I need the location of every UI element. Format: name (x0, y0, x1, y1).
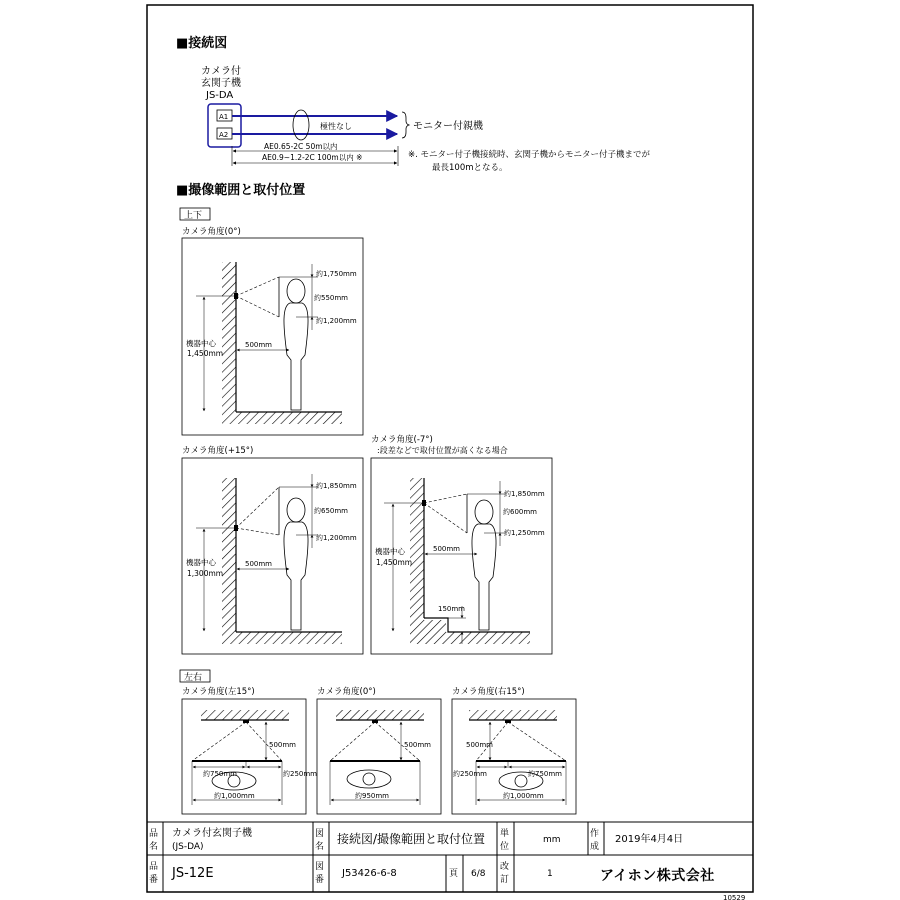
monitor-brace (402, 112, 409, 138)
panel-m7-frame (371, 458, 552, 654)
panel-m7-center-value: 1,450mm (376, 558, 413, 567)
footer-code: 10529 (723, 894, 746, 900)
tb-product-name: カメラ付玄関子機 (172, 828, 252, 839)
top-right-width-a: 約250mm (453, 770, 487, 778)
panel-15-center-label: 機器中心 (186, 558, 216, 567)
panel-m7-step-height: 150mm (438, 605, 465, 613)
horizontal-tag: 左右 (184, 673, 203, 683)
panel-m7-top: 約1,850mm (504, 490, 545, 498)
tb-h-figno-2: 番 (315, 875, 325, 885)
panel-m7-bottom: 約1,250mm (504, 529, 545, 537)
vertical-tag: 上下 (184, 211, 203, 221)
tb-product-no: JS-12E (172, 866, 214, 881)
panel-15-mid: 約650mm (314, 507, 348, 515)
tb-h-name-1: 品 (149, 829, 159, 839)
tb-fig-name: 接続図/撮像範囲と取付位置 (337, 832, 486, 846)
panel-0-wall (222, 262, 236, 412)
panel-m7-person (472, 500, 496, 630)
panel-0-floor (222, 412, 342, 424)
top-center-title: カメラ角度(0°) (317, 687, 376, 697)
top-center-person (347, 770, 391, 788)
device-box (208, 104, 241, 147)
tb-h-page: 頁 (449, 869, 459, 879)
panel-15-bottom: 約1,200mm (316, 534, 357, 542)
top-right-width-b: 約750mm (528, 770, 562, 778)
panel-m7-floor (410, 632, 530, 644)
panel-m7-center-label: 機器中心 (375, 547, 405, 556)
panel-m7-subtitle: :段差などで取付位置が高くなる場合 (377, 446, 508, 455)
top-right-total: 約1,000mm (503, 792, 544, 800)
tb-rev: 1 (547, 869, 553, 879)
cable-spec-1: AE0.65-2C 50m以内 (264, 142, 338, 151)
top-right-ceiling (469, 710, 557, 720)
wire-bundle-ellipse (293, 110, 309, 140)
panel-m7-mid: 約600mm (503, 508, 537, 516)
top-left-width-a: 約750mm (203, 770, 237, 778)
tb-h-made-1: 作 (590, 829, 600, 839)
cable-spec-2: AE0.9~1.2-2C 100m以内 ※ (262, 153, 363, 162)
polarity-label: 極性なし (320, 122, 352, 131)
panel-15-dist: 500mm (245, 560, 272, 568)
range-heading: ■撮像範囲と取付位置 (176, 183, 306, 198)
top-right-depth: 500mm (466, 741, 493, 749)
tb-h-fig-1: 図 (315, 829, 325, 839)
top-right-title: カメラ角度(右15°) (452, 687, 525, 697)
panel-m7-dist: 500mm (433, 545, 460, 553)
tb-h-name-2: 名 (149, 842, 159, 852)
tb-page: 6/8 (471, 869, 486, 879)
panel-0-mid: 約550mm (314, 294, 348, 302)
panel-m7-step (424, 620, 446, 632)
top-left-person (212, 772, 256, 790)
tb-fig-no: J53426-6-8 (342, 868, 397, 879)
top-left-title: カメラ角度(左15°) (182, 687, 255, 697)
top-left-depth: 500mm (269, 741, 296, 749)
top-center-total: 約950mm (355, 792, 389, 800)
top-left-width-b: 約250mm (283, 770, 317, 778)
tb-h-unit-2: 位 (500, 842, 510, 852)
device-label-line3: JS-DA (206, 90, 234, 101)
panel-0-frame (182, 238, 363, 435)
tb-h-rev-2: 訂 (500, 875, 510, 885)
connection-heading: ■接続図 (176, 36, 228, 51)
panel-15-top: 約1,850mm (316, 482, 357, 490)
panel-0-center-value: 1,450mm (187, 349, 224, 358)
note-line2: 最長100mとなる。 (432, 163, 508, 173)
panel-0-top: 約1,750mm (316, 270, 357, 278)
monitor-label: モニター付親機 (413, 121, 483, 132)
top-right-person (499, 772, 543, 790)
tb-product-name-sub: (JS-DA) (172, 842, 204, 852)
tb-h-unit-1: 単 (500, 829, 510, 839)
panel-0-person (284, 279, 308, 410)
company-logo: アイホン株式会社 (600, 868, 715, 884)
top-center-ceiling (336, 710, 424, 720)
panel-15-person (284, 498, 308, 630)
tb-date: 2019年4月4日 (615, 834, 684, 845)
device-label-line1: カメラ付 (201, 66, 241, 77)
panel-0-bottom: 約1,200mm (316, 317, 357, 325)
panel-m7-wall (410, 478, 424, 632)
tb-h-figno-1: 図 (315, 862, 325, 872)
tb-h-fig-2: 名 (315, 842, 325, 852)
terminal-a1: A1 (219, 113, 229, 121)
top-left-ceiling (201, 710, 289, 720)
panel-m7-title: カメラ角度(-7°) (371, 435, 433, 445)
note-line1: ※. モニター付子機接続時、玄関子機からモニター付子機までが (408, 150, 651, 160)
tb-h-rev-1: 改 (500, 862, 510, 872)
panel-0-dist: 500mm (245, 341, 272, 349)
top-left-total: 約1,000mm (214, 792, 255, 800)
tb-unit: mm (543, 835, 561, 845)
panel-15-wall (222, 478, 236, 632)
terminal-a2: A2 (219, 131, 229, 139)
tb-h-no-1: 品 (149, 862, 159, 872)
panel-15-title: カメラ角度(+15°) (182, 446, 254, 456)
panel-15-floor (222, 632, 342, 644)
panel-0-title: カメラ角度(0°) (182, 227, 241, 237)
top-center-depth: 500mm (404, 741, 431, 749)
panel-15-center-value: 1,300mm (187, 569, 224, 578)
panel-0-center-label: 機器中心 (186, 339, 216, 348)
tb-h-made-2: 成 (590, 842, 600, 852)
device-label-line2: 玄関子機 (201, 78, 241, 89)
tb-h-no-2: 番 (149, 875, 159, 885)
